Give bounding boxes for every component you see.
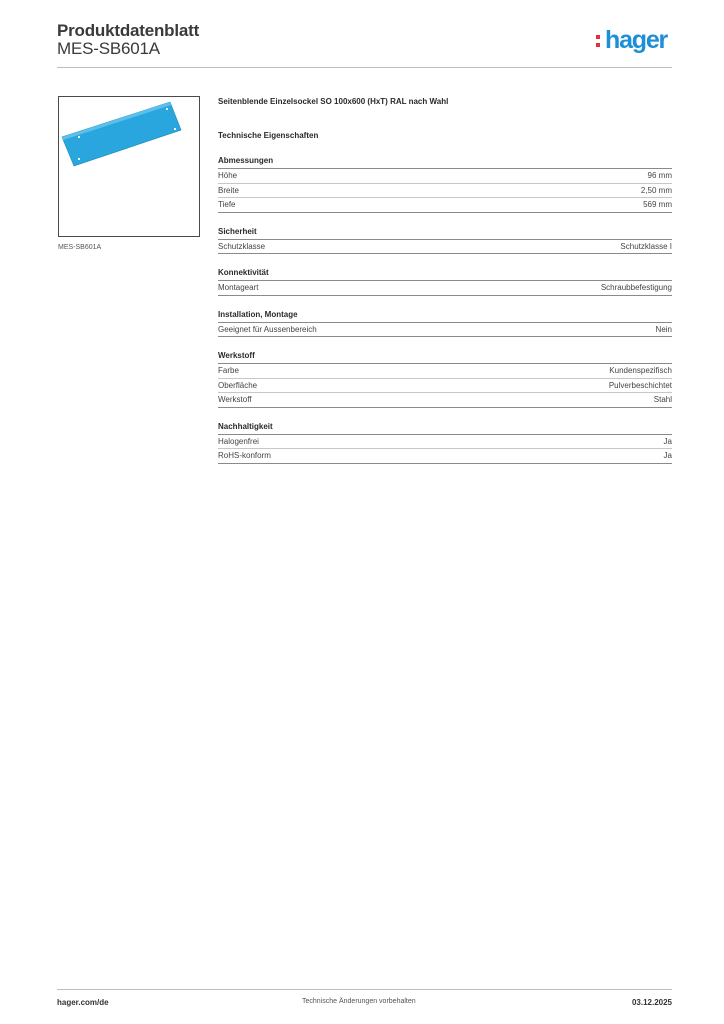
spec-row <box>218 240 672 255</box>
spec-value: 569 mm <box>643 200 672 209</box>
spec-content <box>218 96 672 464</box>
spec-value: Ja <box>663 451 672 460</box>
spec-label: Halogenfrei <box>218 436 259 446</box>
footer-date: 03.12.2025 <box>631 998 672 1007</box>
spec-value: Ja <box>663 436 672 446</box>
article-number: MES-SB601A <box>57 39 160 58</box>
section-title: Abmessungen <box>218 155 672 169</box>
logo-text: hager <box>605 26 668 54</box>
spec-row <box>218 379 672 394</box>
spec-value: Pulverbeschichtet <box>608 380 672 390</box>
spec-value: Stahl <box>653 395 672 404</box>
spec-value: Schraubbefestigung <box>600 283 672 292</box>
spec-value: Nein <box>655 324 672 334</box>
spec-section <box>218 226 672 255</box>
technical-properties-heading: Technische Eigenschaften <box>218 131 319 140</box>
spec-row <box>218 449 672 464</box>
spec-label: Breite <box>218 185 239 195</box>
spec-value: 96 mm <box>647 171 672 180</box>
side-panel-illustration-icon <box>59 97 199 236</box>
spec-sections <box>218 155 672 464</box>
product-description: Seitenblende Einzelsockel SO 100x600 (HxT) RAL nach Wahl <box>218 97 449 106</box>
spec-label: Schutzklasse <box>218 241 266 251</box>
spec-row <box>218 323 672 338</box>
product-image <box>58 96 200 237</box>
spec-row <box>218 435 672 450</box>
spec-label: Oberfläche <box>218 380 258 390</box>
hager-logo <box>596 26 676 58</box>
header-divider <box>57 67 672 68</box>
footer-divider <box>57 989 672 990</box>
section-title: Konnektivität <box>218 267 672 281</box>
spec-label: Montageart <box>218 283 259 292</box>
spec-label: Höhe <box>218 171 238 180</box>
section-title: Installation, Montage <box>218 309 672 323</box>
image-caption: MES-SB601A <box>58 244 102 251</box>
section-title: Werkstoff <box>218 350 672 364</box>
spec-section <box>218 267 672 296</box>
section-title: Sicherheit <box>218 226 672 240</box>
spec-row <box>218 364 672 379</box>
section-title: Nachhaltigkeit <box>218 421 672 435</box>
spec-label: Werkstoff <box>218 395 252 404</box>
spec-section <box>218 309 672 338</box>
spec-row <box>218 393 672 408</box>
spec-section <box>218 421 672 464</box>
spec-value: Kundenspezifisch <box>609 366 672 375</box>
footer-notice: Technische Änderungen vorbehalten <box>302 998 416 1005</box>
spec-section <box>218 350 672 408</box>
spec-row <box>218 198 672 213</box>
page-title: Produktdatenblatt <box>57 21 200 40</box>
spec-row <box>218 184 672 199</box>
spec-label: RoHS-konform <box>218 451 271 460</box>
spec-label: Farbe <box>218 366 239 375</box>
spec-value: 2,50 mm <box>640 185 672 195</box>
spec-row <box>218 281 672 296</box>
logo-dots-icon <box>596 35 601 51</box>
footer-website: hager.com/de <box>57 998 109 1007</box>
spec-value: Schutzklasse I <box>620 241 672 251</box>
spec-row <box>218 169 672 184</box>
spec-label: Geeignet für Aussenbereich <box>218 324 317 334</box>
spec-label: Tiefe <box>218 200 236 209</box>
spec-section <box>218 155 672 213</box>
